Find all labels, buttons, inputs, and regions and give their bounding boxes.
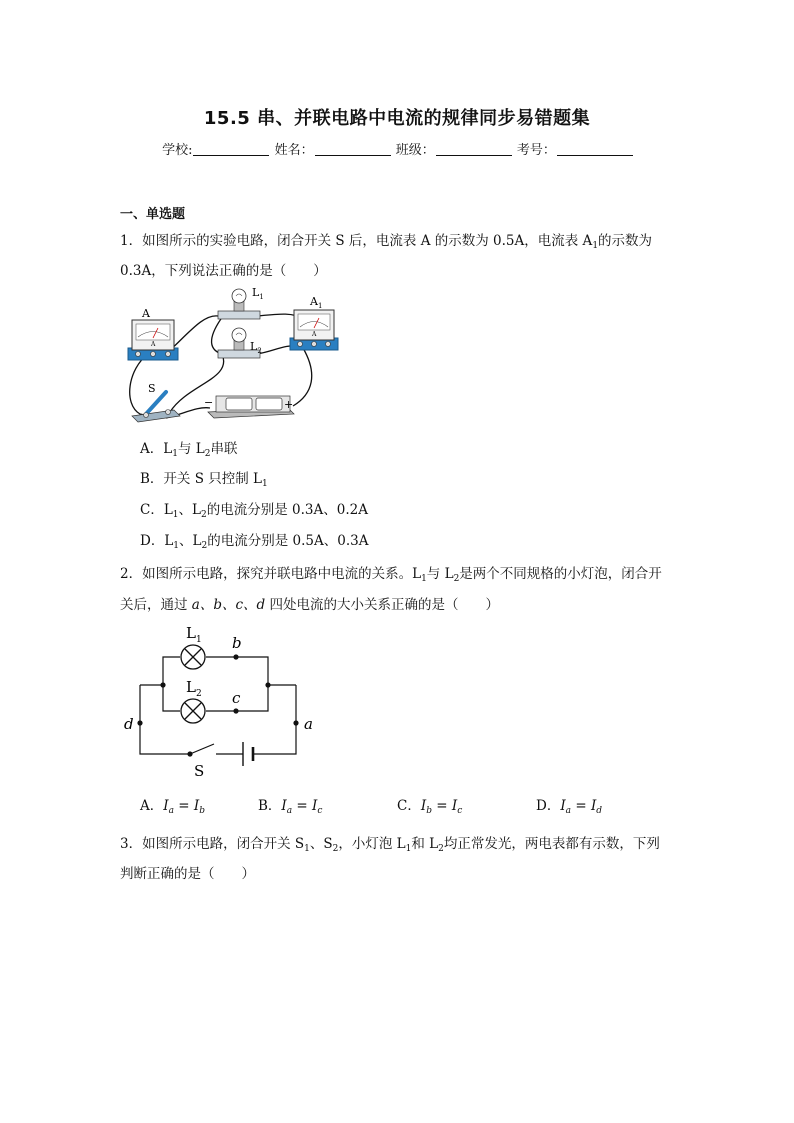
number-blank[interactable] — [557, 143, 633, 156]
q2-l2-label: $L_2$ — [186, 678, 202, 699]
q2-point-b-label: b — [232, 634, 242, 652]
q3-line2: 判断正确的是（ ） — [120, 866, 255, 882]
q2-point-b-dot — [233, 654, 238, 659]
class-label: 班级： — [395, 143, 435, 158]
q2-junction-left — [160, 682, 165, 687]
bulb-l1-label: $L_1$ — [252, 286, 264, 301]
number-label: 考号： — [516, 143, 556, 158]
q2-wires — [140, 657, 296, 754]
q2-l1-label: $L_1$ — [186, 624, 202, 645]
q2-circuit-figure — [118, 618, 328, 783]
q2-junction-right — [265, 682, 270, 687]
q1-option-b[interactable]: B．开关 S 只控制 $L_1$ — [140, 471, 268, 489]
switch-s — [132, 382, 180, 422]
ammeter-a1-label: $A_1$ — [310, 295, 323, 310]
q2-point-a-label: a — [304, 715, 313, 733]
q1-circuit-figure — [118, 284, 343, 429]
student-info-row — [0, 139, 794, 158]
ammeter-a — [128, 307, 178, 360]
q1-option-d[interactable]: D．$L_1$、$L_2$的电流分别是 0.5A、0.3A — [140, 533, 369, 551]
ammeter-a-label: A — [142, 307, 150, 320]
battery-minus-label: − — [204, 396, 214, 409]
q2-point-a-dot — [293, 720, 298, 725]
q2-line1: 2．如图所示电路，探究并联电路中电流的关系。$L_1$与 $L_2$是两个不同规格的小灯泡，闭合开 — [120, 566, 662, 584]
switch-s-label: S — [148, 382, 156, 395]
q2-battery-symbol — [243, 742, 253, 766]
q2-switch-label: S — [194, 762, 205, 780]
q2-point-d-dot — [137, 720, 142, 725]
q2-point-d-label: d — [124, 715, 134, 733]
bulb-l2 — [218, 328, 262, 358]
q1-line1 — [120, 229, 652, 249]
q2-option-c[interactable]: C．$I_b = I_c$ — [397, 798, 463, 816]
battery-plus-label: + — [284, 398, 294, 411]
battery — [204, 396, 294, 418]
bulb-l1 — [218, 286, 264, 319]
q1-option-c[interactable]: C．$L_1$、$L_2$的电流分别是 0.3A、0.2A — [140, 502, 368, 520]
name-label: 姓名： — [274, 143, 314, 158]
q1-text-b: 的示数为 — [598, 233, 653, 249]
ammeter-a1-dial-letter: A — [312, 331, 317, 338]
bulb-l2-label: $L_2$ — [250, 340, 262, 355]
q1-line2: 0.3A，下列说法正确的是（ ） — [120, 263, 327, 279]
q2-point-c-label: c — [232, 689, 241, 707]
q2-bulb-l1-symbol — [181, 645, 205, 669]
page-title: 15.5 串、并联电路中电流的规律同步易错题集 — [203, 108, 591, 129]
q2-line2: 关后，通过 a、b、c、d 四处电流的大小关系正确的是（ ） — [120, 597, 499, 613]
class-blank[interactable] — [436, 143, 512, 156]
section-heading: 一、单选题 — [120, 207, 186, 222]
school-label: 学校: — [162, 143, 193, 158]
q2-switch-symbol — [187, 744, 214, 757]
name-blank[interactable] — [315, 143, 391, 156]
q2-option-b[interactable]: B．$I_a = I_c$ — [258, 798, 323, 816]
q1-sub: 1 — [592, 241, 599, 251]
ammeter-a-dial-letter: A — [151, 341, 156, 348]
school-blank[interactable] — [193, 143, 269, 156]
q1-option-a[interactable]: A．$L_1$与 $L_2$串联 — [140, 441, 238, 459]
q2-option-a[interactable]: A．$I_a = I_b$ — [140, 798, 205, 816]
ammeter-a1 — [290, 295, 338, 350]
q3-line1: 3．如图所示电路，闭合开关 $S_1$、$S_2$，小灯泡 $L_1$和 $L_2$均正常发光，两电表都有示数，下列 — [120, 836, 660, 854]
q2-point-c-dot — [233, 708, 238, 713]
q2-option-d[interactable]: D．$I_a = I_d$ — [536, 798, 603, 816]
q1-text-a: 1．如图所示的实验电路，闭合开关 S 后，电流表 A 的示数为 0.5A，电流表 A — [120, 233, 593, 249]
q2-bulb-l2-symbol — [181, 699, 205, 723]
